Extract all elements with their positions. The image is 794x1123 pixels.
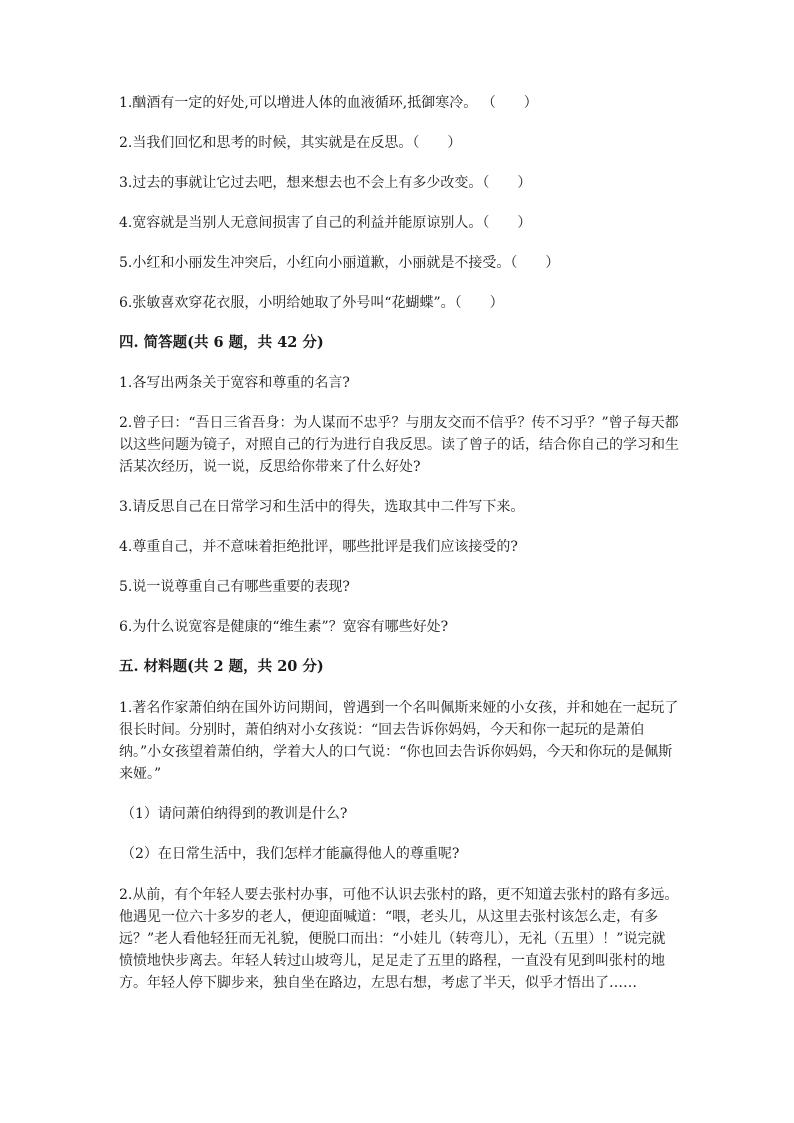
true-false-item: 3.过去的事就让它过去吧，想来想去也不会上有多少改变。（ ） [119,175,532,191]
short-answer-question: 1.各写出两条关于宽容和尊重的名言? [119,375,350,391]
true-false-item: 6.张敏喜欢穿花衣服，小明给她取了外号叫“花蝴蝶”。（ ） [119,295,504,311]
material-subquestion: （1）请问萧伯纳得到的教训是什么? [121,806,348,822]
material-passage: 2.从前，有个年轻人要去张村办事，可他不认识去张村的路，更不知道去张村的路有多远。他遇见一位六十多岁的老人，便迎面喊道：“喂，老头儿，从这里去张村该怎么走，有多远？”老人看他轻狂而无礼貌，便脱口而出：“小娃儿（转弯儿），无礼（五里）！”说完就愤愤地快步离去。年轻人转过山坡弯儿，足足走了五里的路程，一直没有见到叫张村的地方。年轻人停下脚步来，独自坐在路边，左思右想，考虑了半天，似乎才悟出了…… [119,887,679,991]
material-passage: 1.著名作家萧伯纳在国外访问期间，曾遇到一个名叫佩斯来娅的小女孩，并和她在一起玩了很长时间。分别时，萧伯纳对小女孩说：“回去告诉你妈妈，今天和你一起玩的是萧伯纳。”小女孩望着萧伯纳，学着大人的口气说：“你也回去告诉你妈妈，今天和你玩的是佩斯来娅。” [119,700,679,782]
short-answer-question: 4.尊重自己，并不意味着拒绝批评，哪些批评是我们应该接受的? [119,539,518,555]
short-answer-question: 5.说一说尊重自己有哪些重要的表现? [119,579,350,595]
true-false-item: 2.当我们回忆和思考的时候，其实就是在反思。（ ） [119,135,462,151]
short-answer-question: 2.曾子曰：“吾日三省吾身：为人谋而不忠乎？与朋友交而不信乎？传不习乎？”曾子每天都以这些问题为镜子，对照自己的行为进行自我反思。读了曾子的话，结合你自己的学习和生活某次经历，说一说，反思给你带来了什么好处? [119,415,679,475]
material-subquestion: （2）在日常生活中，我们怎样才能赢得他人的尊重呢? [121,846,460,862]
short-answer-question: 3.请反思自己在日常学习和生活中的得失，选取其中二件写下来。 [119,499,525,515]
short-answer-question: 6.为什么说宽容是健康的“维生素”？宽容有哪些好处? [119,619,449,635]
true-false-item: 1.酗酒有一定的好处,可以增进人体的血液循环,抵御寒冷。 （ ） [119,95,538,111]
worksheet-page [119,93,679,994]
section-heading-short-answer: 四. 简答题(共 6 题，共 42 分) [119,334,324,351]
true-false-item: 4.宽容就是当别人无意间损害了自己的利益并能原谅别人。（ ） [119,215,532,231]
section-heading-material: 五. 材料题(共 2 题，共 20 分) [119,658,324,675]
true-false-item: 5.小红和小丽发生冲突后，小红向小丽道歉，小丽就是不接受。（ ） [119,255,560,271]
